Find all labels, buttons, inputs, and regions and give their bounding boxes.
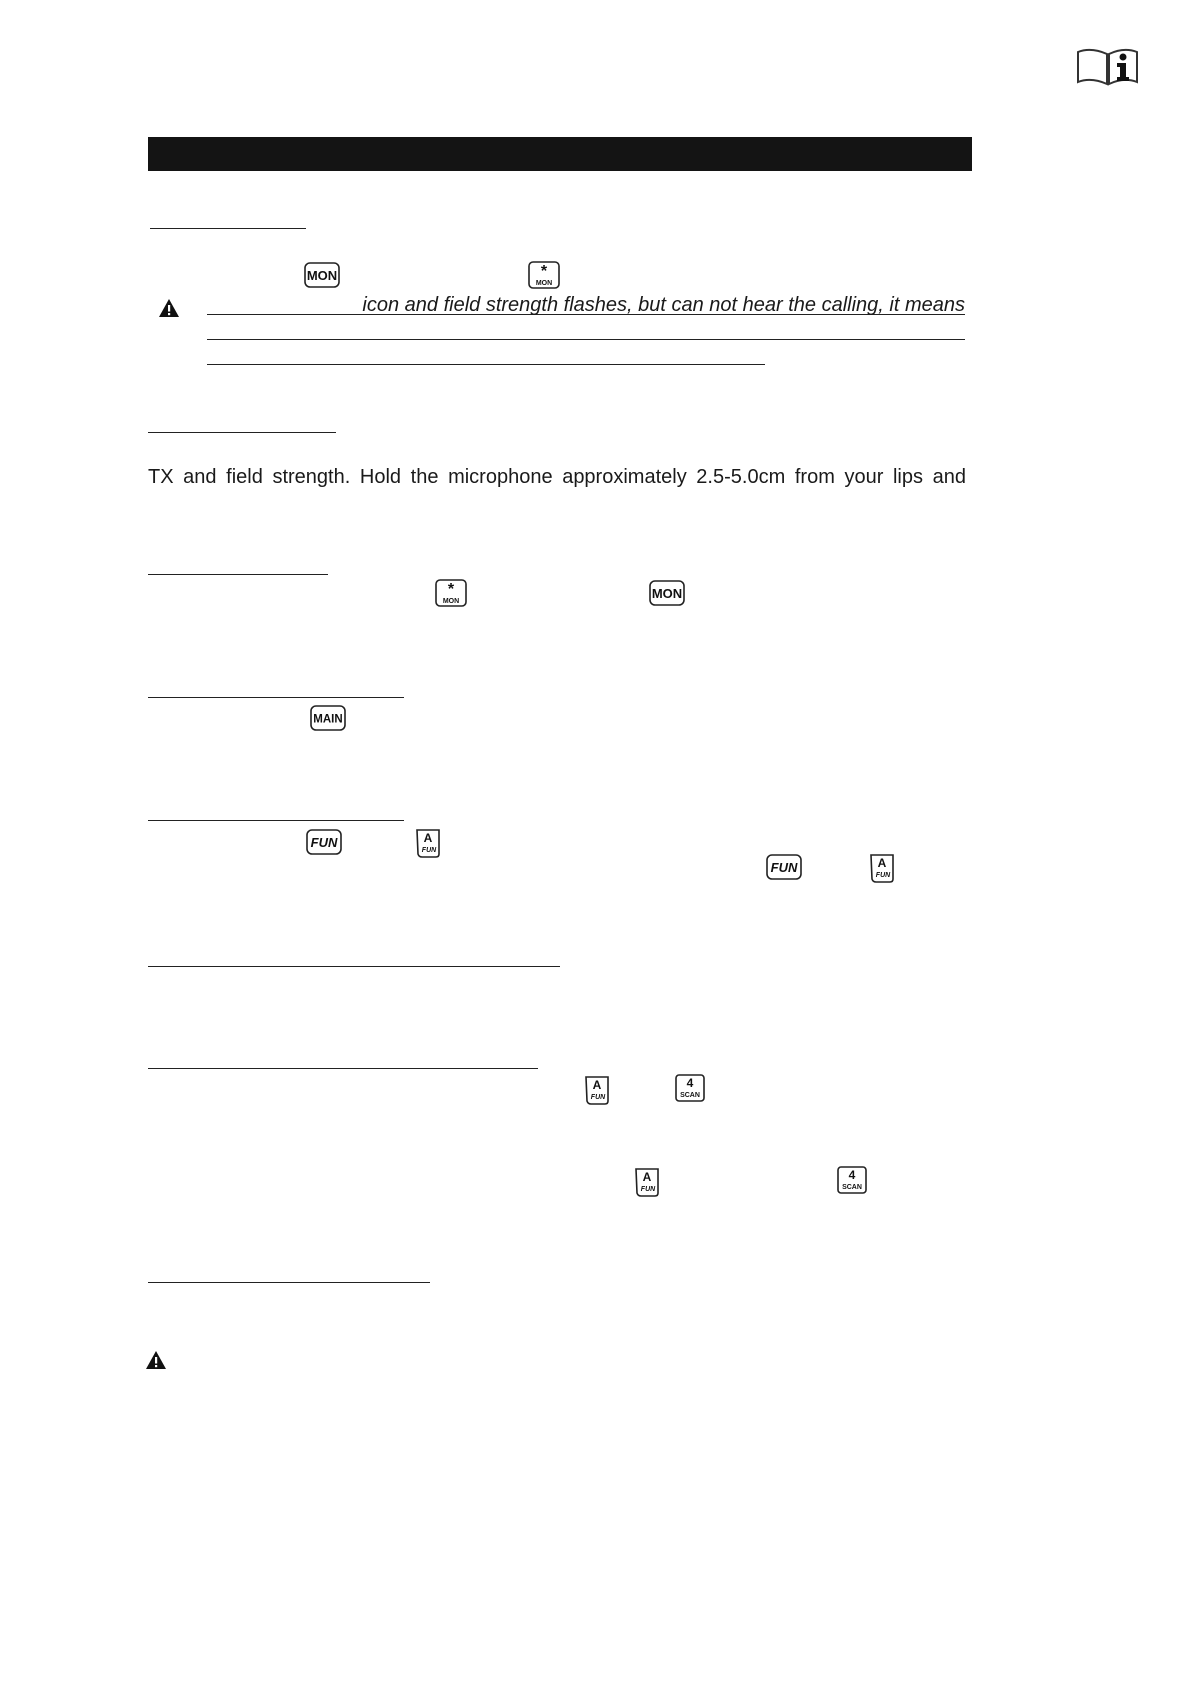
svg-text:SCAN: SCAN: [680, 1092, 700, 1099]
a-fun-key-icon-2: [868, 853, 896, 883]
svg-text:*: *: [447, 581, 455, 598]
warning-icon-2: [145, 1350, 167, 1375]
svg-text:A: A: [642, 1170, 652, 1184]
svg-text:FUN: FUN: [875, 872, 891, 879]
heading-underline-7: [148, 1068, 538, 1069]
svg-text:MON: MON: [535, 280, 553, 287]
tx-paragraph-text: TX and field strength. Hold the microphone approximately 2.5-5.0cm from your lips and: [148, 466, 966, 488]
heading-underline-8: [148, 1282, 430, 1283]
fun-key-icon-2: [766, 854, 802, 880]
svg-text:FUN: FUN: [310, 835, 338, 850]
four-scan-key-icon: [675, 1074, 705, 1102]
svg-text:*: *: [540, 263, 548, 280]
mon-key-icon-2: [649, 580, 685, 606]
svg-text:FUN: FUN: [640, 1186, 656, 1193]
heading-underline-6: [148, 966, 560, 967]
svg-text:FUN: FUN: [590, 1094, 606, 1101]
a-fun-key-icon: [414, 828, 442, 858]
heading-underline-5: [148, 820, 404, 821]
manual-info-icon: [1075, 46, 1141, 88]
four-scan-key-icon-2: [837, 1166, 867, 1194]
svg-text:SCAN: SCAN: [842, 1184, 862, 1191]
note-underline-2: [207, 339, 965, 340]
star-mon-key-icon-2: [435, 579, 467, 607]
heading-underline-3: [148, 574, 328, 575]
star-mon-key-icon: [528, 261, 560, 289]
note-underline-3: [207, 364, 765, 365]
svg-text:A: A: [877, 856, 887, 870]
svg-text:MON: MON: [651, 586, 683, 601]
section-header-bar: [148, 137, 972, 171]
svg-text:FUN: FUN: [770, 860, 798, 875]
svg-text:FUN: FUN: [421, 847, 437, 854]
svg-text:A: A: [592, 1078, 602, 1092]
svg-text:MON: MON: [442, 598, 460, 605]
svg-text:MAIN: MAIN: [313, 713, 343, 726]
a-fun-key-icon-3: [583, 1075, 611, 1105]
svg-text:A: A: [423, 831, 433, 845]
main-key-icon: [310, 705, 346, 731]
a-fun-key-icon-4: [633, 1167, 661, 1197]
note-text: icon and field strength flashes, but can not hear the calling, it means: [362, 294, 965, 316]
warning-icon: [158, 298, 180, 323]
heading-underline-1: [150, 228, 306, 229]
mon-key-icon: [304, 262, 340, 288]
fun-key-icon: [306, 829, 342, 855]
svg-text:4: 4: [686, 1076, 694, 1090]
heading-underline-2: [148, 432, 336, 433]
svg-text:4: 4: [848, 1168, 856, 1182]
svg-text:MON: MON: [306, 268, 338, 283]
heading-underline-4: [148, 697, 404, 698]
